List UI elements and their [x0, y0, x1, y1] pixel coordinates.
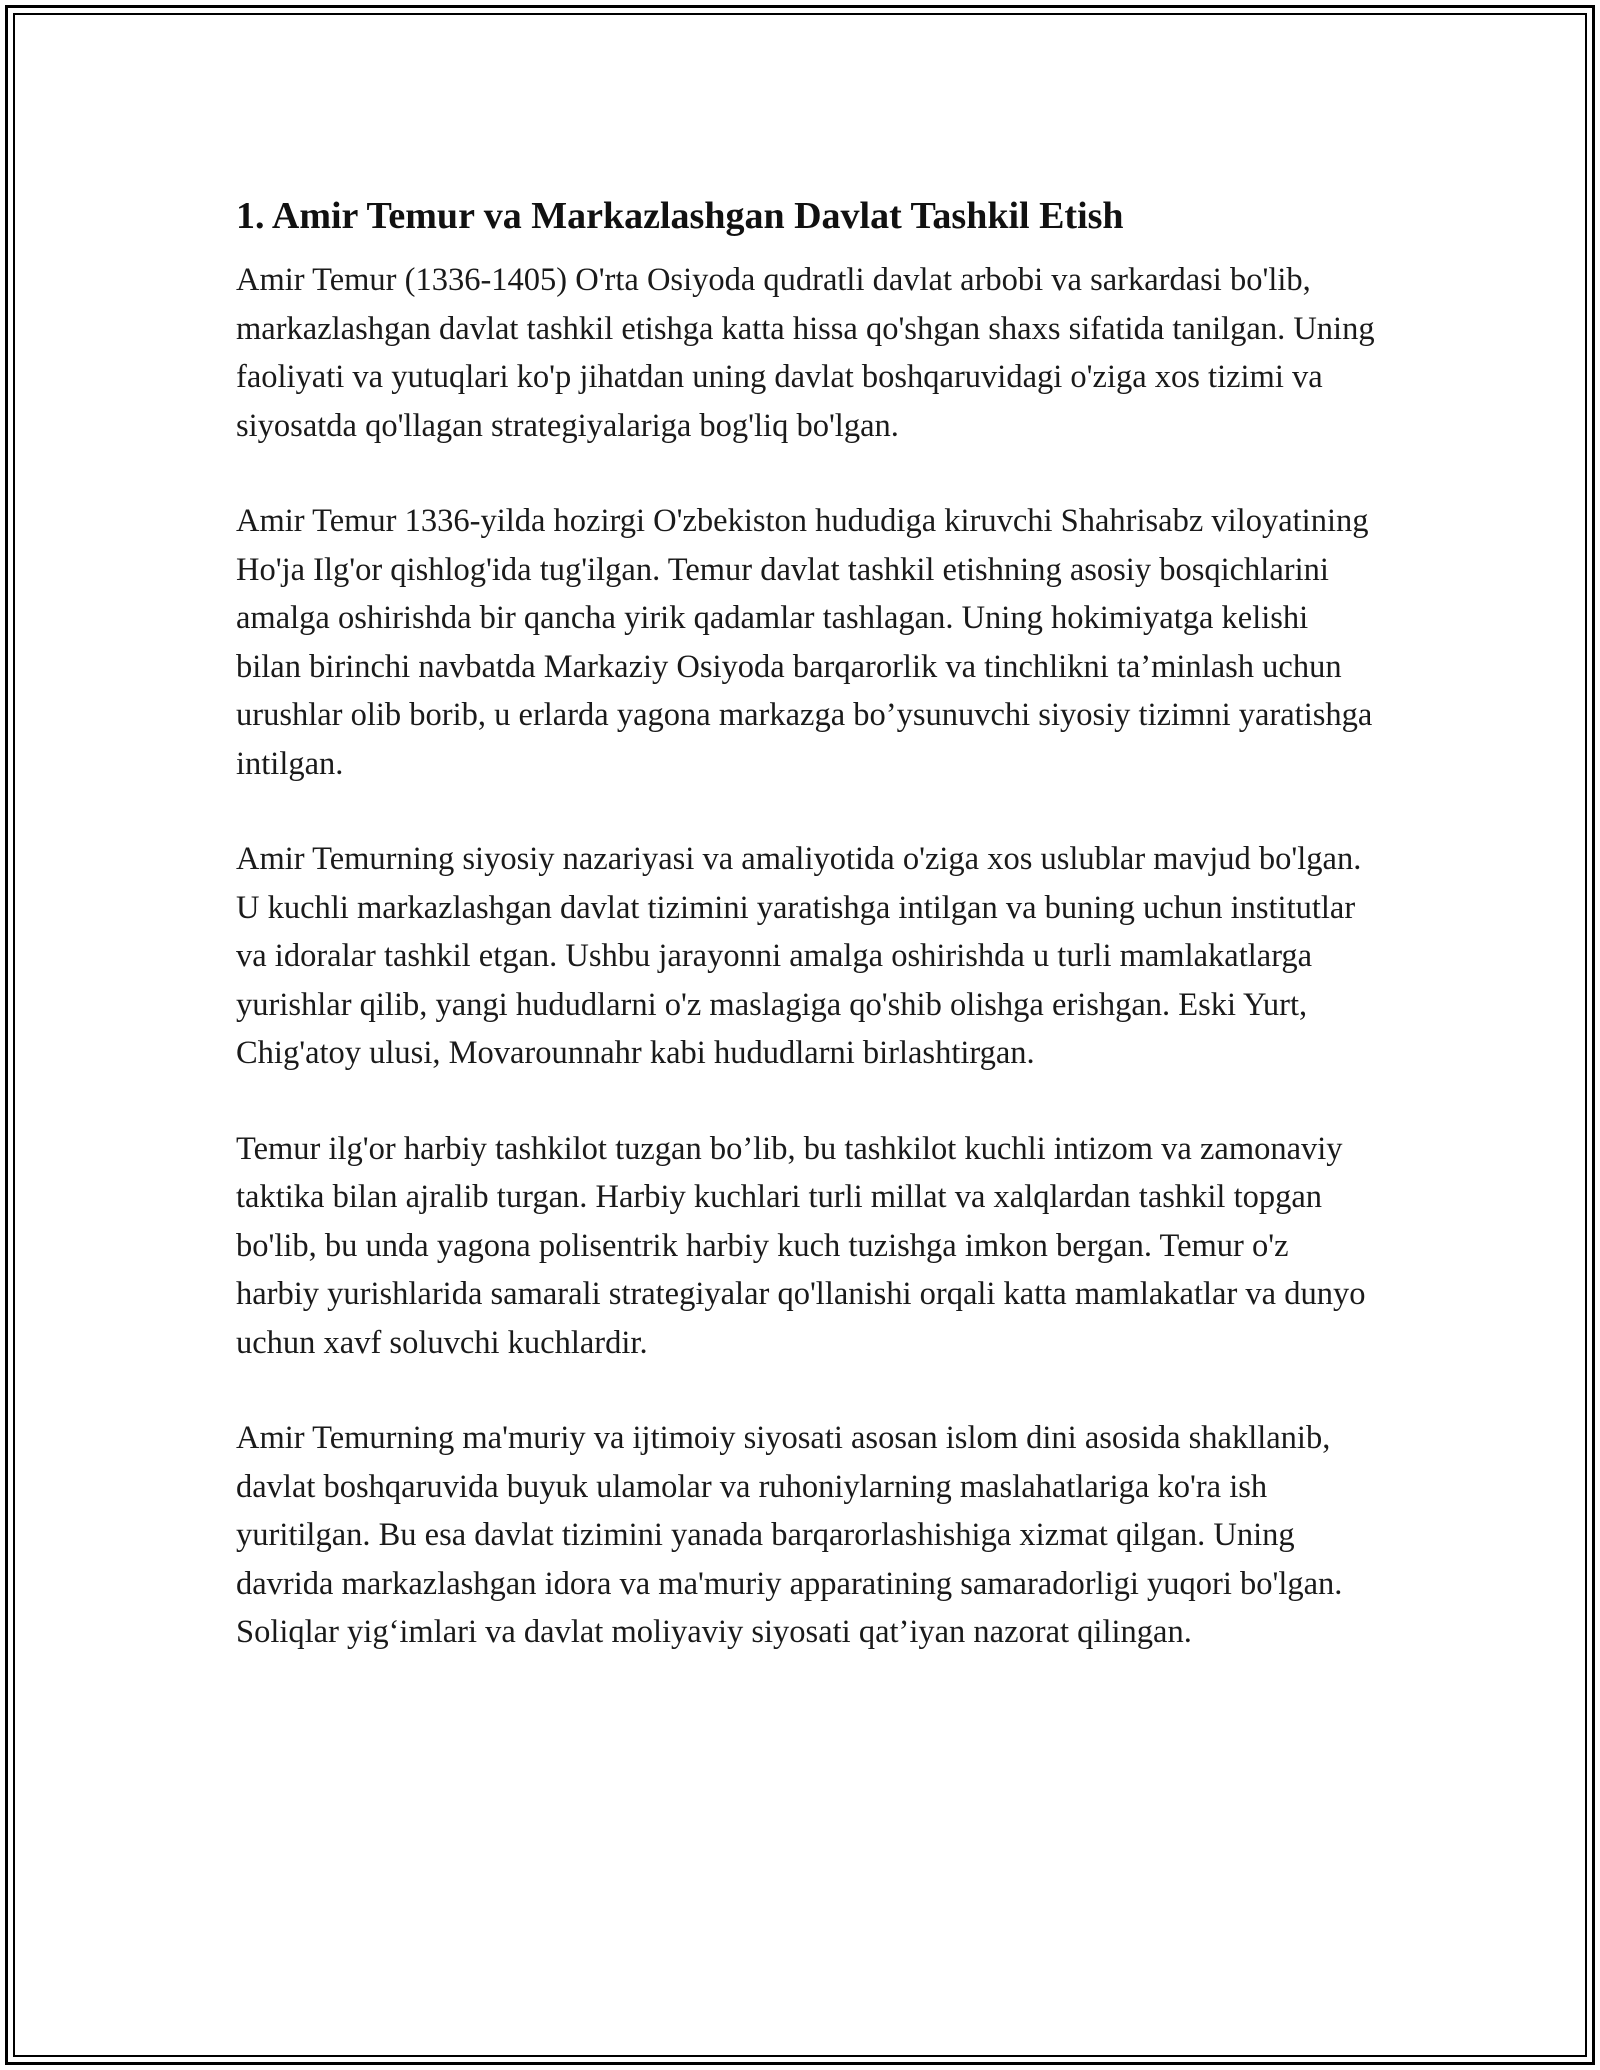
document-body	[236, 180, 1376, 1704]
paragraph-3: Amir Temurning siyosiy nazariyasi va amaliyotida o'ziga xos uslublar mavjud bo'lgan. U kuchli markazlashgan davlat tizimini yaratishga intilgan va buning uchun institutlar va idoralar tashkil etgan. Ushbu jarayonni amalga oshirishda u turli mamlakatlarga yurishlar qilib, yangi hududlarni o'z maslagiga qo'shib olishga erishgan. Eski Yurt, Chig'atoy ulusi, Movarounnahr kabi hududlarni birlashtirgan.	[236, 841, 1362, 1071]
paragraph-1: Amir Temur (1336-1405) O'rta Osiyoda qudratli davlat arbobi va sarkardasi bo'lib, markazlashgan davlat tashkil etishga katta hissa qo'shgan shaxs sifatida tanilgan. Uning faoliyati va yutuqlari ko'p jihatdan uning davlat boshqaruvidagi o'ziga xos tizimi va siyosatda qo'llagan strategiyalariga bog'liq bo'lgan.	[236, 262, 1375, 444]
paragraph-5: Amir Temurning ma'muriy va ijtimoiy siyosati asosan islom dini asosida shakllanib, davlat boshqaruvida buyuk ulamolar va ruhoniylarning maslahatlariga ko'ra ish yuritilgan. Bu esa davlat tizimini yanada barqarorlashishiga xizmat qilgan. Uning davrida markazlashgan idora va ma'muriy apparatining samaradorligi yuqori bo'lgan. Soliqlar yig‘imlari va davlat moliyaviy siyosati qat’iyan nazorat qilingan.	[236, 1420, 1343, 1650]
paragraph-2: Amir Temur 1336-yilda hozirgi O'zbekiston hududiga kiruvchi Shahrisabz viloyatining Ho'ja Ilg'or qishlog'ida tug'ilgan. Temur davlat tashkil etishning asosiy bosqichlarini amalga oshirishda bir qancha yirik qadamlar tashlagan. Uning hokimiyatga kelishi bilan birinchi navbatda Markaziy Osiyoda barqarorlik va tinchlikni ta’minlash uchun urushlar olib borib, u erlarda yagona markazga bo’ysunuvchi siyosiy tizimni yaratishga intilgan.	[236, 503, 1373, 782]
section-heading: 1. Amir Temur va Markazlashgan Davlat Tashkil Etish	[236, 195, 1124, 237]
paragraph-4: Temur ilg'or harbiy tashkilot tuzgan bo’lib, bu tashkilot kuchli intizom va zamonaviy taktika bilan ajralib turgan. Harbiy kuchlari turli millat va xalqlardan tashkil topgan bo'lib, bu unda yagona polisentrik harbiy kuch tuzishga imkon bergan. Temur o'z harbiy yurishlarida samarali strategiyalar qo'llanishi orqali katta mamlakatlar va dunyo uchun xavf soluvchi kuchlardir.	[236, 1130, 1366, 1361]
